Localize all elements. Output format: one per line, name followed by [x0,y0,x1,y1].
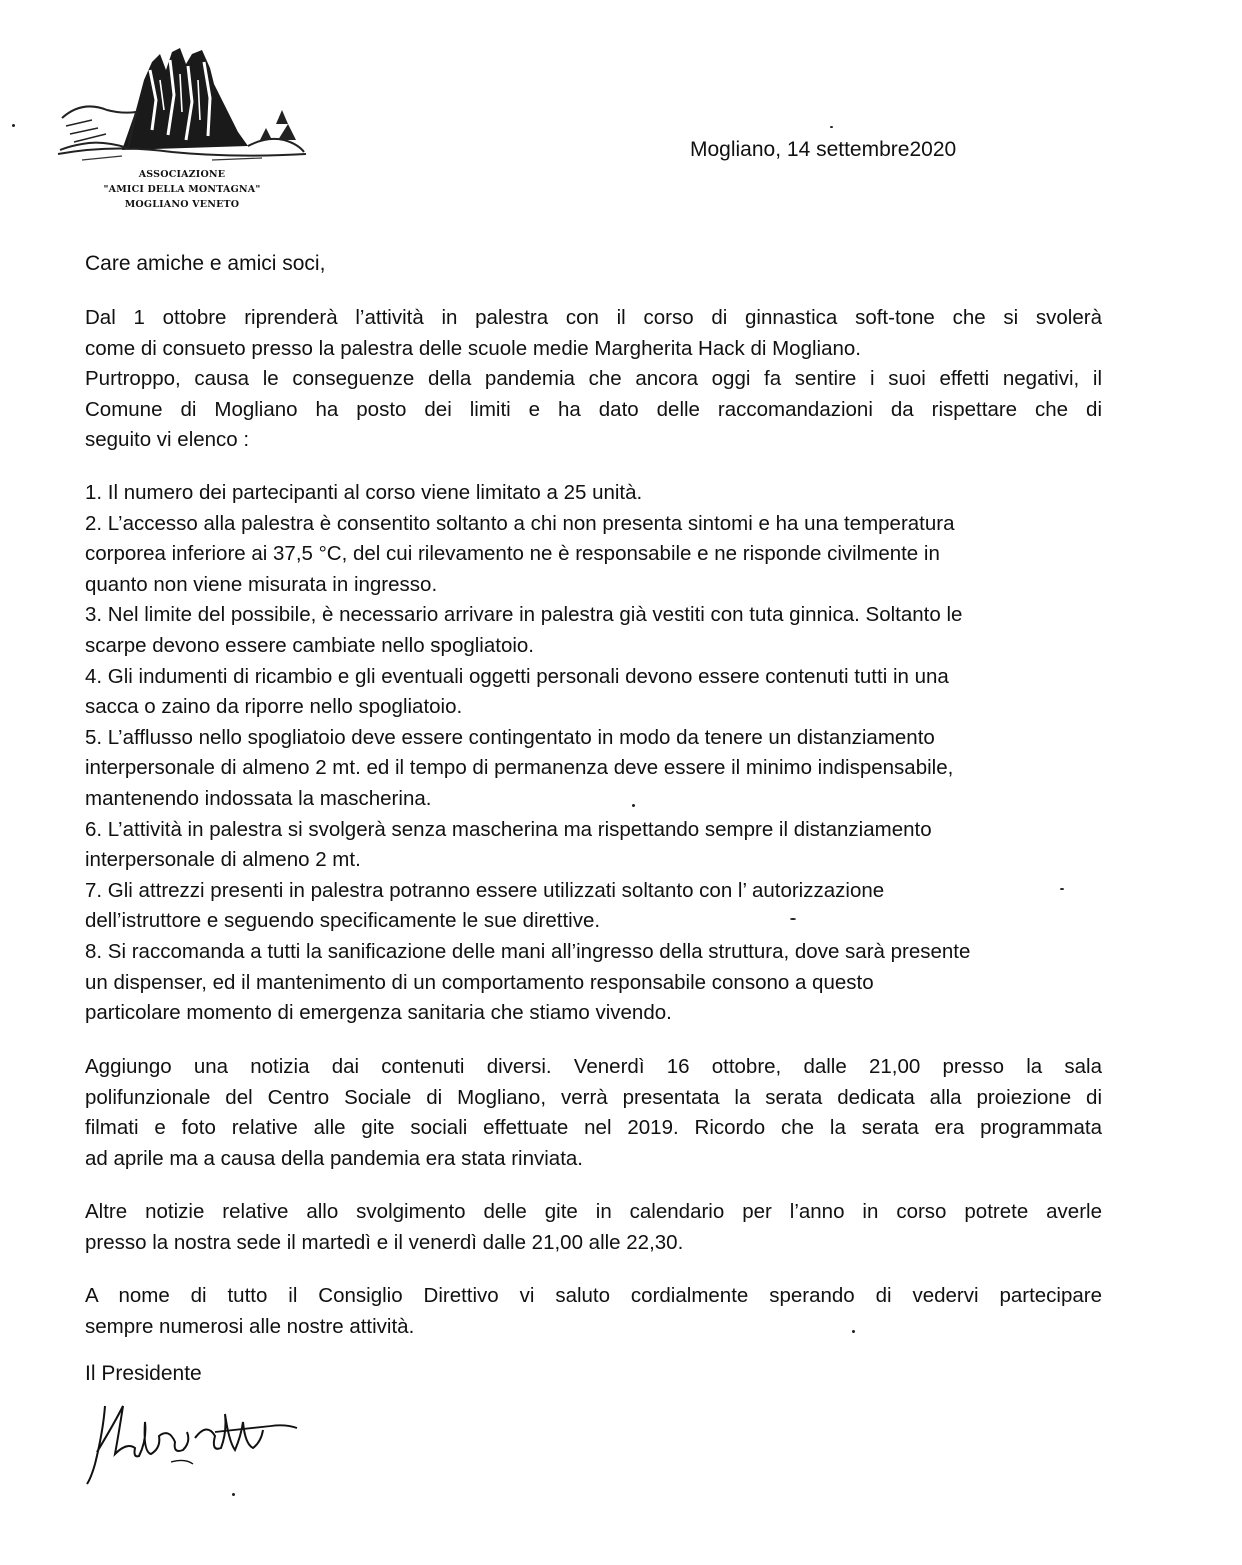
paragraph-line: filmati e foto relative alle gite sociali effettuate nel 2019. Ricordo che la serata era programmata [85,1116,1102,1139]
rule-item [85,815,1115,876]
scan-speck [790,918,796,920]
logo-caption-line: "AMICI DELLA MONTAGNA" [103,184,261,195]
rules-list [85,478,1115,1029]
rule-line: corporea inferiore ai 37,5 °C, del cui rilevamento ne è responsabile e ne risponde civilmente in [85,542,940,566]
rule-line: dell’istruttore e seguendo specificamente le sue direttive. [85,909,601,933]
rule-line: 1. Il numero dei partecipanti al corso viene limitato a 25 unità. [85,481,643,504]
rule-line: interpersonale di almeno 2 mt. [85,848,361,872]
paragraph-line: Aggiungo una notizia dai contenuti diversi. Venerdì 16 ottobre, dalle 21,00 presso la sala [85,1055,1102,1078]
rule-line: 3. Nel limite del possibile, è necessario arrivare in palestra già vestiti con tuta ginnica. Soltanto le [85,603,963,627]
trips-paragraph [85,1197,1102,1258]
rule-item [85,876,1115,937]
rule-line: un dispenser, ed il mantenimento di un comportamento responsabile consono a questo [85,970,874,994]
rule-line: 8. Si raccomanda a tutti la sanificazione delle mani all’ingresso della struttura, dove sarà presente [85,939,971,963]
rule-line: quanto non viene misurata in ingresso. [85,572,438,596]
letter-date: Mogliano, 14 settembre2020 [690,138,957,161]
rule-item [85,478,1115,509]
paragraph-line: ad aprile ma a causa della pandemia era stata rinviata. [85,1146,583,1170]
scan-speck [12,124,15,127]
scan-speck [830,126,833,128]
paragraph-line: come di consueto presso la palestra delle scuole medie Margherita Hack di Mogliano. [85,336,861,360]
intro-paragraph [85,303,1102,456]
paragraph-line: Purtroppo, causa le conseguenze della pandemia che ancora oggi fa sentire i suoi effetti negativi, il [85,367,1102,390]
paragraph-line: Dal 1 ottobre riprenderà l’attività in palestra con il corso di ginnastica soft-tone che si svolerà [85,306,1102,329]
association-logo [52,40,312,220]
rule-line: 2. L’accesso alla palestra è consentito soltanto a chi non presenta sintomi e ha una temperatura [85,511,955,535]
salutation: Care amiche e amici soci, [85,252,326,275]
rule-line: 5. L’afflusso nello spogliatoio deve essere contingentato in modo da tenere un distanziamento [85,725,935,749]
rule-item [85,600,1115,661]
paragraph-line: presso la nostra sede il martedì e il venerdì dalle 21,00 alle 22,30. [85,1230,684,1254]
scan-speck [852,1330,855,1333]
rule-item [85,723,1115,815]
rule-line: 4. Gli indumenti di ricambio e gli eventuali oggetti personali devono essere contenuti tutti in una [85,664,949,688]
rule-line: mantenendo indossata la mascherina. [85,786,432,810]
paragraph-line: A nome di tutto il Consiglio Direttivo vi saluto cordialmente sperando di vedervi partecipare [85,1284,1102,1307]
rule-item [85,662,1115,723]
paragraph-line: sempre numerosi alle nostre attività. [85,1314,415,1338]
rule-line: 6. L’attività in palestra si svolgerà senza mascherina ma rispettando sempre il distanziamento [85,817,932,841]
paragraph-line: seguito vi elenco : [85,428,250,451]
scan-speck [1060,888,1064,890]
rule-line: sacca o zaino da riporre nello spogliatoio. [85,695,463,719]
logo-caption-line: ASSOCIAZIONE [138,169,226,180]
paragraph-line: Altre notizie relative allo svolgimento delle gite in calendario per l’anno in corso potrete averle [85,1200,1102,1223]
logo-caption-line: MOGLIANO VENETO [124,199,240,210]
news-paragraph [85,1052,1102,1174]
rule-item [85,937,1115,1029]
scan-speck [632,804,635,807]
logo-caption [52,167,312,212]
paragraph-line: Comune di Mogliano ha posto dei limiti e ha dato delle raccomandazioni da rispettare che di [85,397,1102,421]
rule-line: 7. Gli attrezzi presenti in palestra potranno essere utilizzati soltanto con l’ autorizzazione [85,878,885,902]
rule-line: interpersonale di almeno 2 mt. ed il tempo di permanenza deve essere il minimo indispensabile, [85,756,954,780]
rule-line: particolare momento di emergenza sanitaria che stiamo vivendo. [85,1001,672,1025]
signature-icon [75,1392,305,1492]
signoff-title: Il Presidente [85,1362,202,1385]
paragraph-line: polifunzionale del Centro Sociale di Mogliano, verrà presentata la serata dedicata alla proiezione di [85,1085,1102,1109]
closing-paragraph [85,1281,1102,1342]
scan-speck [232,1493,235,1496]
rule-item [85,509,1115,601]
rule-line: scarpe devono essere cambiate nello spogliatoio. [85,633,534,657]
mountain-logo-icon [52,40,312,165]
